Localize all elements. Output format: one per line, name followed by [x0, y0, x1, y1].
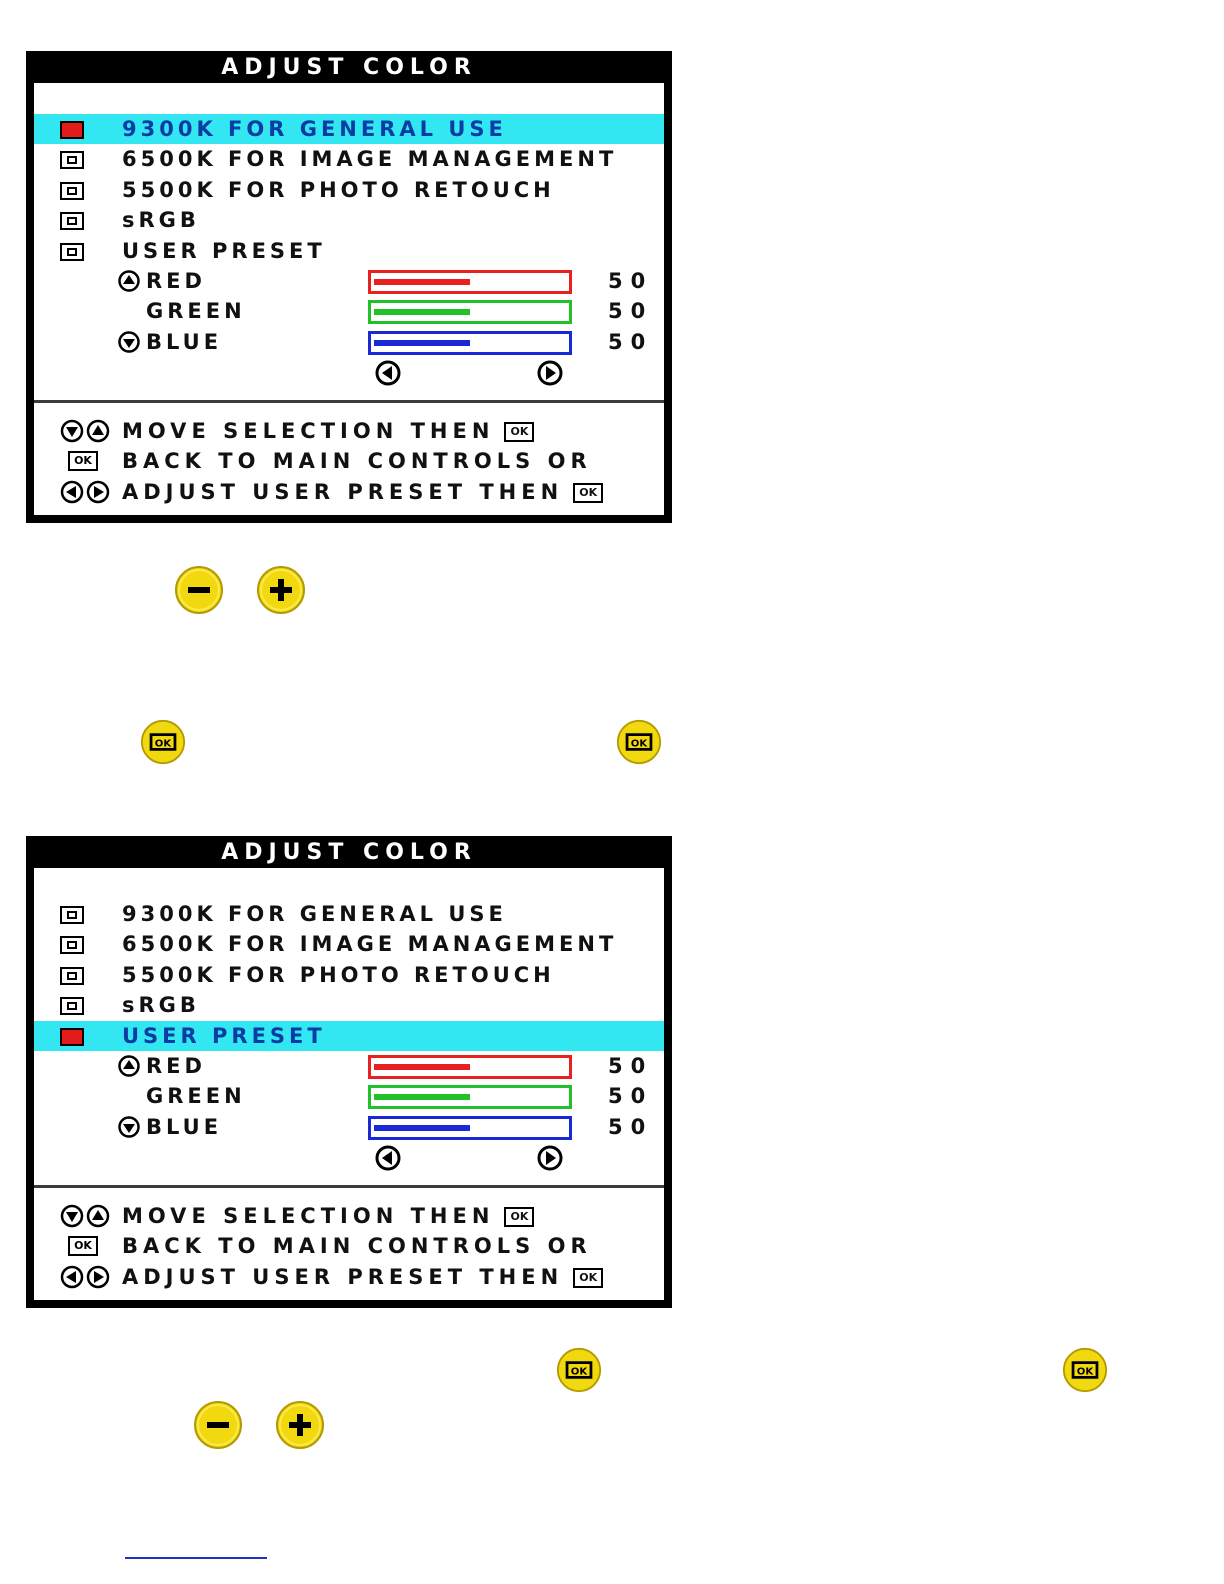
slider-value: 50 — [608, 1115, 654, 1139]
ok-icon: OK — [68, 451, 98, 471]
adjust-arrows — [34, 358, 664, 386]
right-arrow-icon[interactable] — [537, 360, 563, 386]
option-5500k[interactable] — [34, 960, 664, 990]
checkbox-icon — [60, 997, 84, 1015]
slider-fill — [374, 340, 470, 346]
minus-button[interactable] — [193, 1400, 243, 1450]
down-arrow-icon — [118, 331, 140, 353]
option-label: USER PRESET — [122, 239, 326, 263]
divider — [34, 400, 664, 403]
slider-value: 50 — [608, 330, 654, 354]
up-arrow-icon — [118, 270, 140, 292]
minus-icon — [188, 587, 210, 593]
help-line-1 — [34, 1201, 664, 1231]
menu-body — [34, 868, 664, 1300]
up-arrow-icon — [118, 1055, 140, 1077]
checkbox-icon — [60, 212, 84, 230]
up-down-arrows-icon — [60, 1204, 114, 1228]
slider-label: GREEN — [146, 1084, 246, 1108]
right-arrow-icon[interactable] — [537, 1145, 563, 1171]
left-arrow-icon[interactable] — [375, 1145, 401, 1171]
left-right-arrows-icon — [60, 480, 114, 504]
plus-button[interactable] — [256, 565, 306, 615]
option-9300k[interactable] — [34, 114, 664, 144]
slider-track[interactable] — [368, 331, 572, 355]
option-label: 9300K FOR GENERAL USE — [122, 902, 507, 926]
divider — [34, 1185, 664, 1188]
ok-button[interactable] — [140, 719, 186, 765]
adjust-arrows — [34, 1143, 664, 1171]
option-label: sRGB — [122, 993, 200, 1017]
svg-text:OK: OK — [570, 1366, 588, 1378]
minus-button[interactable] — [174, 565, 224, 615]
slider-fill — [374, 1094, 470, 1100]
help-text: BACK TO MAIN CONTROLS OR — [122, 449, 592, 473]
option-6500k[interactable] — [34, 929, 664, 959]
ok-icon: OK — [504, 1207, 534, 1227]
slider-fill — [374, 309, 470, 315]
checkbox-icon — [60, 906, 84, 924]
minus-icon — [207, 1422, 229, 1428]
svg-text:OK: OK — [630, 738, 648, 750]
option-label: sRGB — [122, 208, 200, 232]
option-user-preset[interactable] — [34, 236, 664, 266]
down-arrow-icon — [118, 1116, 140, 1138]
ok-button[interactable] — [616, 719, 662, 765]
svg-text:OK: OK — [154, 738, 172, 750]
ok-button[interactable] — [1062, 1347, 1108, 1393]
ok-icon: OK — [68, 1236, 98, 1256]
help-text: MOVE SELECTION THEN — [122, 1204, 495, 1228]
option-label: 6500K FOR IMAGE MANAGEMENT — [122, 932, 618, 956]
slider-track[interactable] — [368, 300, 572, 324]
plus-button[interactable] — [275, 1400, 325, 1450]
option-label: 6500K FOR IMAGE MANAGEMENT — [122, 147, 618, 171]
slider-green[interactable] — [34, 1081, 664, 1111]
checkbox-icon — [60, 936, 84, 954]
option-label: 9300K FOR GENERAL USE — [122, 117, 507, 141]
slider-label: BLUE — [146, 330, 223, 354]
slider-value: 50 — [608, 1084, 654, 1108]
left-arrow-icon[interactable] — [375, 360, 401, 386]
checkbox-icon — [60, 121, 84, 139]
slider-value: 50 — [608, 299, 654, 323]
help-text: ADJUST USER PRESET THEN — [122, 480, 564, 504]
option-label: 5500K FOR PHOTO RETOUCH — [122, 178, 555, 202]
slider-track[interactable] — [368, 1085, 572, 1109]
ok-icon: OK — [504, 422, 534, 442]
slider-label: BLUE — [146, 1115, 223, 1139]
menu-body — [34, 83, 664, 515]
checkbox-icon — [60, 182, 84, 200]
help-line-2 — [34, 1231, 664, 1261]
slider-track[interactable] — [368, 1116, 572, 1140]
help-line-2 — [34, 446, 664, 476]
slider-red[interactable] — [34, 1051, 664, 1081]
slider-green[interactable] — [34, 296, 664, 326]
slider-fill — [374, 1064, 470, 1070]
help-line-3 — [34, 477, 664, 507]
option-9300k[interactable] — [34, 899, 664, 929]
help-text: BACK TO MAIN CONTROLS OR — [122, 1234, 592, 1258]
option-5500k[interactable] — [34, 175, 664, 205]
slider-label: GREEN — [146, 299, 246, 323]
option-user-preset[interactable] — [34, 1021, 664, 1051]
help-line-1 — [34, 416, 664, 446]
option-srgb[interactable] — [34, 205, 664, 235]
slider-track[interactable] — [368, 1055, 572, 1079]
ok-button[interactable] — [556, 1347, 602, 1393]
help-line-3 — [34, 1262, 664, 1292]
osd-menu-2 — [26, 836, 672, 1308]
checkbox-icon — [60, 1028, 84, 1046]
slider-track[interactable] — [368, 270, 572, 294]
menu-title: ADJUST COLOR — [221, 840, 477, 865]
slider-value: 50 — [608, 1054, 654, 1078]
svg-text:OK: OK — [1076, 1366, 1094, 1378]
slider-blue[interactable] — [34, 327, 664, 357]
option-label: USER PRESET — [122, 1024, 326, 1048]
slider-red[interactable] — [34, 266, 664, 296]
slider-label: RED — [146, 269, 206, 293]
osd-menu-1 — [26, 51, 672, 523]
ok-icon: OK — [573, 483, 603, 503]
checkbox-icon — [60, 151, 84, 169]
slider-blue[interactable] — [34, 1112, 664, 1142]
menu-title: ADJUST COLOR — [221, 55, 477, 80]
slider-value: 50 — [608, 269, 654, 293]
option-6500k[interactable] — [34, 144, 664, 174]
slider-fill — [374, 279, 470, 285]
option-label: 5500K FOR PHOTO RETOUCH — [122, 963, 555, 987]
checkbox-icon — [60, 243, 84, 261]
link-underline[interactable] — [125, 1557, 267, 1559]
checkbox-icon — [60, 967, 84, 985]
slider-label: RED — [146, 1054, 206, 1078]
slider-fill — [374, 1125, 470, 1131]
up-down-arrows-icon — [60, 419, 114, 443]
ok-icon: OK — [573, 1268, 603, 1288]
help-text: ADJUST USER PRESET THEN — [122, 1265, 564, 1289]
left-right-arrows-icon — [60, 1265, 114, 1289]
option-srgb[interactable] — [34, 990, 664, 1020]
help-text: MOVE SELECTION THEN — [122, 419, 495, 443]
